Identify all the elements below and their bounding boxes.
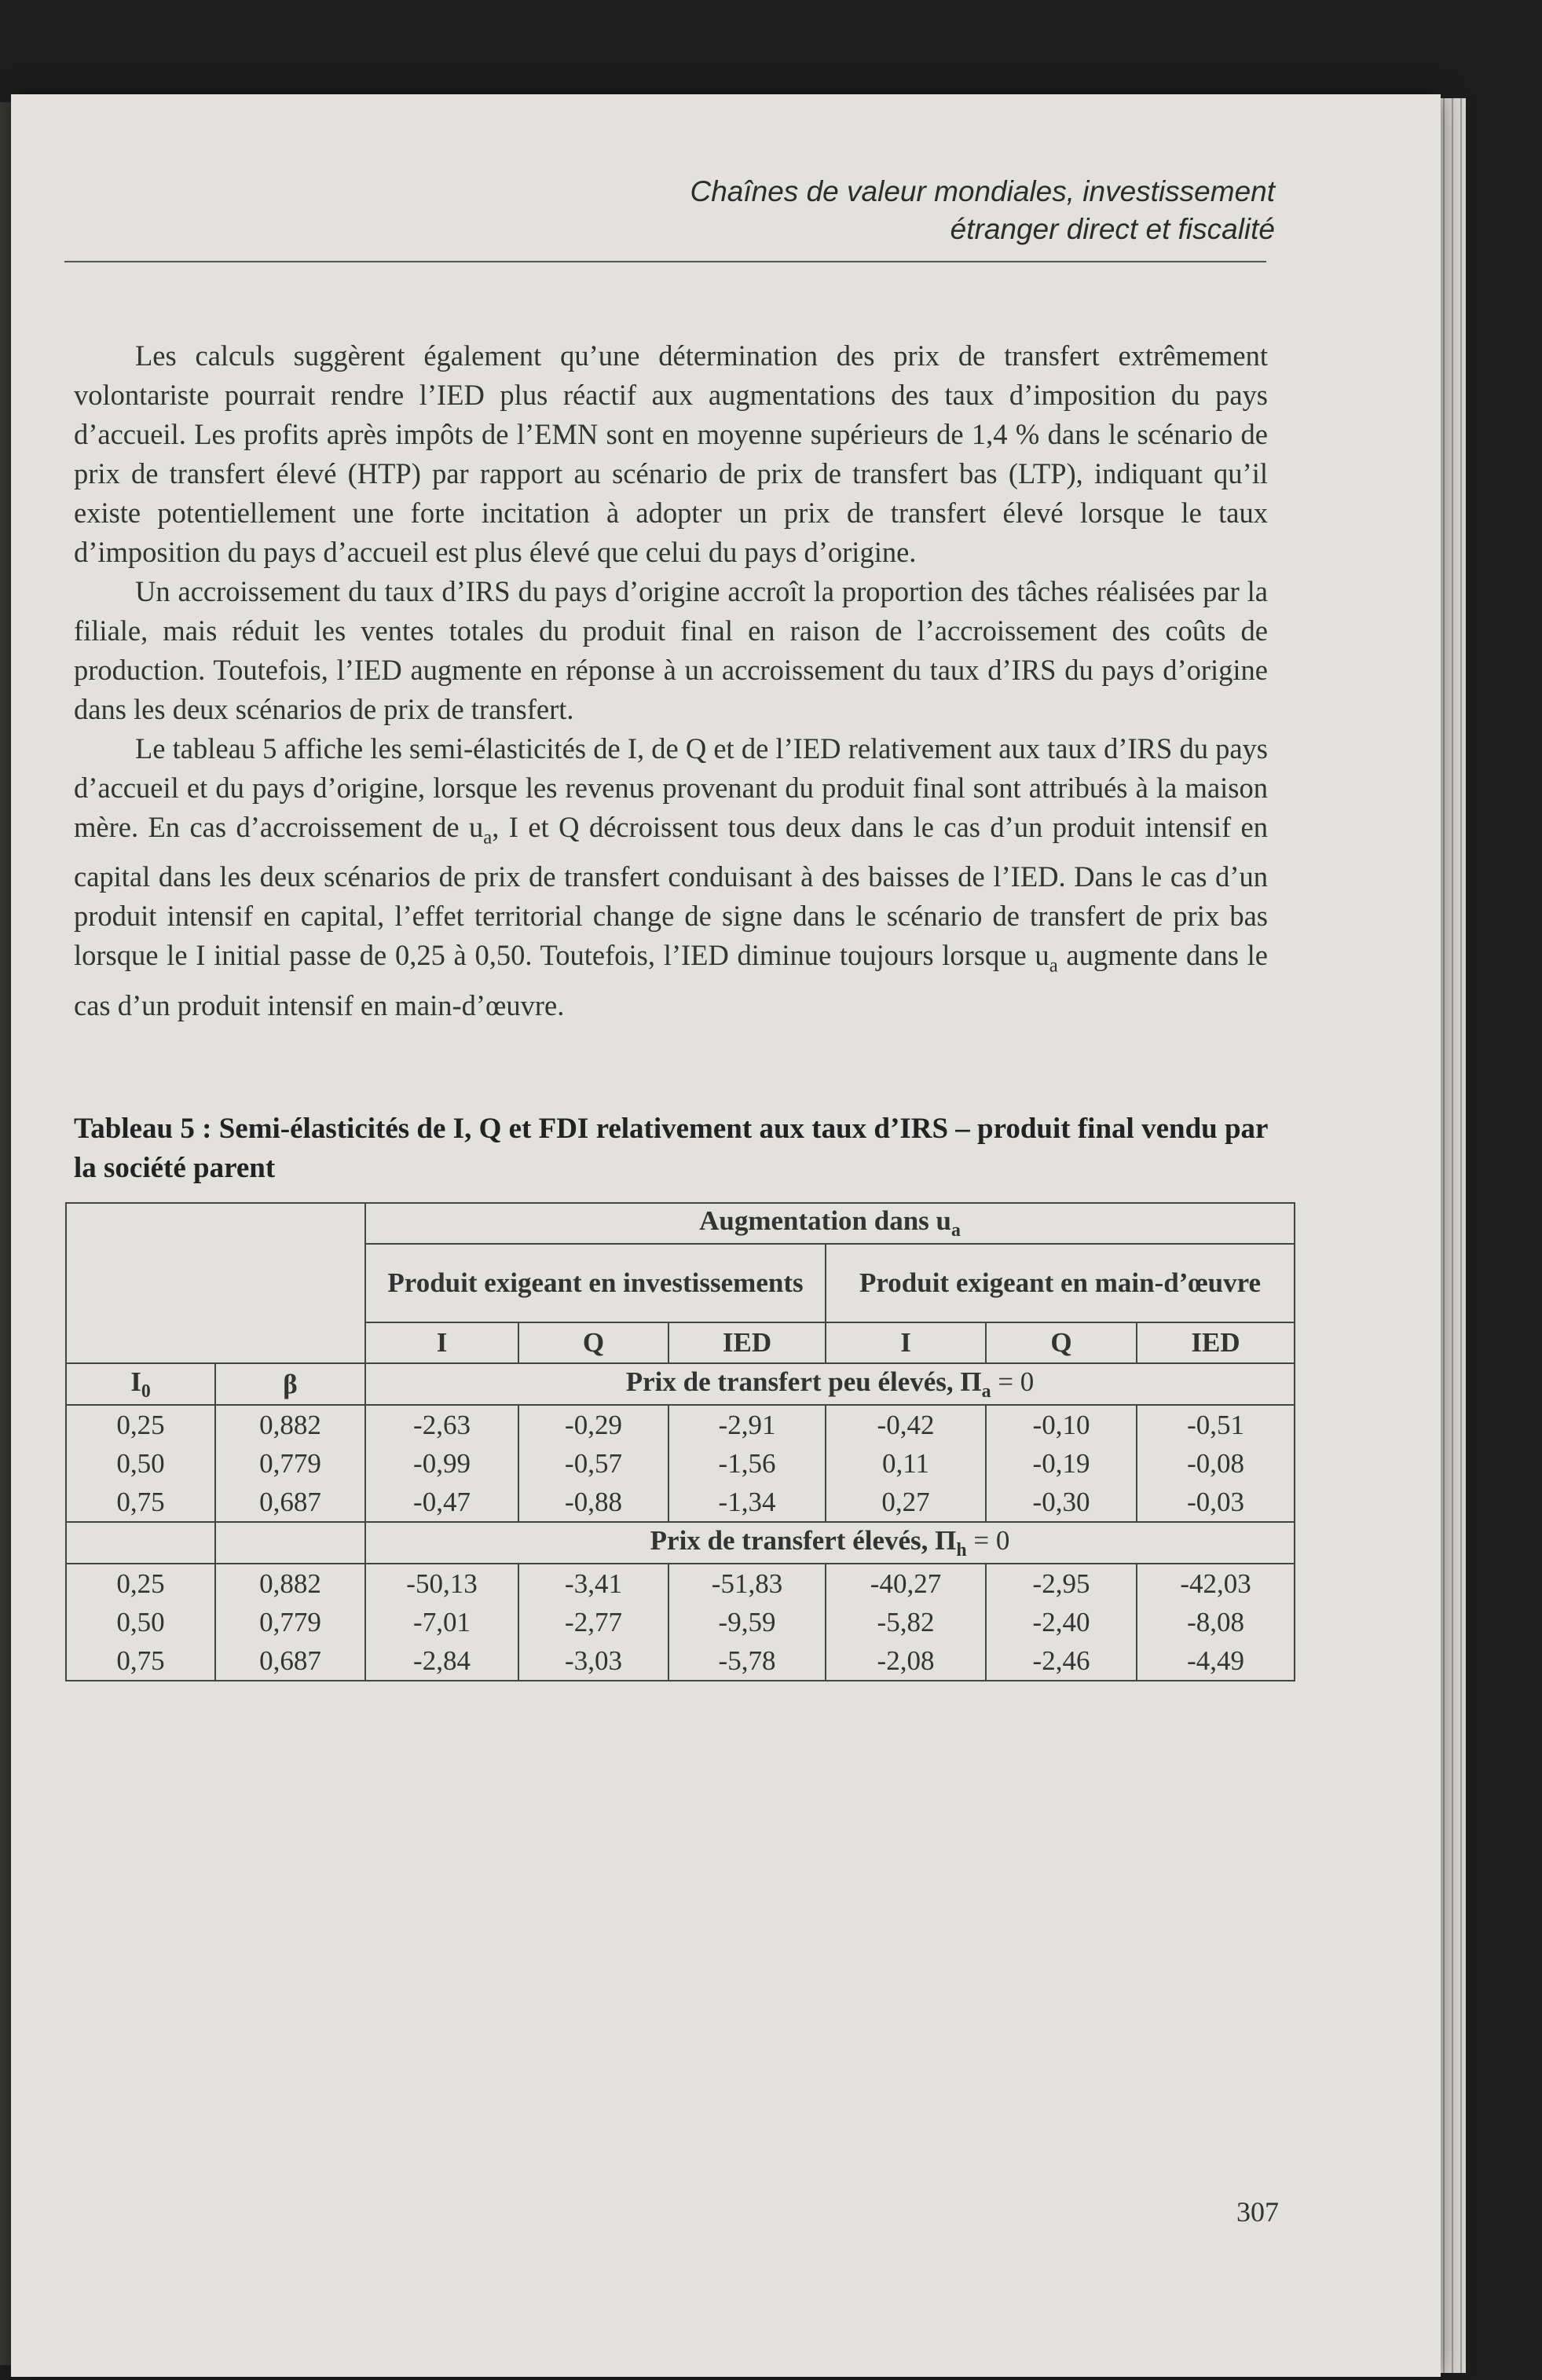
table-cell: -2,46 bbox=[986, 1641, 1137, 1681]
col-header-ied: IED bbox=[1137, 1322, 1295, 1363]
table-row bbox=[66, 1564, 1295, 1603]
table-cell: -2,40 bbox=[986, 1603, 1137, 1641]
table-cell: -0,10 bbox=[986, 1405, 1137, 1444]
paragraph-3-part-b: , I et Q décroissent tous deux dans le cas d’un produit intensif en capital dans les deux scénarios de prix de transfert conduisant à des baisses de l’IED. Dans le cas d’un produit intensif en capital, l’effet territorial change de signe dans le scénario de transfert de prix bas lorsque le I initial passe de 0,25 à 0,50. Toutefois, l’IED diminue toujours lorsque u bbox=[74, 811, 1268, 972]
page-number: 307 bbox=[1236, 2196, 1279, 2228]
table-cell: -8,08 bbox=[1137, 1603, 1295, 1641]
table-row bbox=[66, 1483, 1295, 1522]
header-rule bbox=[64, 261, 1266, 262]
running-head-line-1: Chaînes de valeur mondiales, investissement bbox=[690, 175, 1275, 207]
table-cell: -0,47 bbox=[365, 1483, 518, 1522]
paragraph-2: Un accroissement du taux d’IRS du pays d’origine accroît la proportion des tâches réalisées par la filiale, mais réduit les ventes totales du produit final en raison de l’accroissement des coûts de production. Toutefois, l’IED augmente en réponse à un accroissement du taux d’IRS du pays d’origine dans les deux scénarios de prix de transfert. bbox=[74, 575, 1268, 725]
table-cell: -42,03 bbox=[1137, 1564, 1295, 1603]
table-cell: -2,84 bbox=[365, 1641, 518, 1681]
table-cell: 0,687 bbox=[215, 1641, 365, 1681]
table-cell: -0,08 bbox=[1137, 1444, 1295, 1483]
table-cell: -0,30 bbox=[986, 1483, 1137, 1522]
table-cell: 0,75 bbox=[66, 1483, 215, 1522]
table-cell: -2,08 bbox=[826, 1641, 986, 1681]
table-cell: 0,779 bbox=[215, 1603, 365, 1641]
empty-cell bbox=[66, 1522, 215, 1564]
table-cell: -40,27 bbox=[826, 1564, 986, 1603]
table-cell: 0,27 bbox=[826, 1483, 986, 1522]
table-cell: -5,78 bbox=[668, 1641, 826, 1681]
body-text bbox=[74, 336, 1268, 1025]
table-cell: 0,50 bbox=[66, 1444, 215, 1483]
table-cell: 0,50 bbox=[66, 1603, 215, 1641]
col-header-i: I bbox=[365, 1322, 518, 1363]
table-cell: 0,11 bbox=[826, 1444, 986, 1483]
group-header-labour: Produit exigeant en main-d’œuvre bbox=[826, 1244, 1295, 1322]
table-cell: -3,41 bbox=[518, 1564, 668, 1603]
paragraph-3-part-c: augmente dans le cas d’un produit intensif en main-d’œuvre. bbox=[74, 939, 1268, 1021]
table-cell: -51,83 bbox=[668, 1564, 826, 1603]
empty-cell bbox=[215, 1522, 365, 1564]
table-cell: -0,03 bbox=[1137, 1483, 1295, 1522]
table-row bbox=[66, 1405, 1295, 1444]
table-cell: -4,49 bbox=[1137, 1641, 1295, 1681]
table-row bbox=[66, 1603, 1295, 1641]
subscript-a: a bbox=[1049, 955, 1058, 977]
table-cell: -2,95 bbox=[986, 1564, 1137, 1603]
section-header-high-transfer: Prix de transfert élevés, $\Pi_h = 0$ bbox=[365, 1522, 1295, 1564]
table-cell: 0,779 bbox=[215, 1444, 365, 1483]
table-cell: -0,42 bbox=[826, 1405, 986, 1444]
table-cell: -1,34 bbox=[668, 1483, 826, 1522]
table-row bbox=[66, 1641, 1295, 1681]
running-head-line-2: étranger direct et fiscalité bbox=[950, 213, 1275, 245]
table-cell: -2,63 bbox=[365, 1405, 518, 1444]
col-header-q: Q bbox=[518, 1322, 668, 1363]
previous-page-edge bbox=[0, 102, 11, 2365]
paragraph-1: Les calculs suggèrent également qu’une détermination des prix de transfert extrêmement volontariste pourrait rendre l’IED plus réactif aux augmentations des taux d’imposition du pays d’accueil. Les profits après impôts de l’EMN sont en moyenne supérieurs de 1,4 % dans le scénario de prix de transfert élevé (HTP) par rapport au scénario de prix de transfert bas (LTP), indiquant qu’il existe potentiellement une forte incitation à adopter un prix de transfert élevé lorsque le taux d’imposition du pays d’accueil est plus élevé que celui du pays d’origine. bbox=[74, 339, 1268, 568]
table-cell: -0,29 bbox=[518, 1405, 668, 1444]
table-cell: -7,01 bbox=[365, 1603, 518, 1641]
table-cell: -3,03 bbox=[518, 1641, 668, 1681]
table-cell: -0,99 bbox=[365, 1444, 518, 1483]
paragraph-3-part-a: Le tableau 5 affiche les semi-élasticités de I, de Q et de l’IED relativement aux taux d’IRS du pays d’accueil et du pays d’origine, lorsque les revenus provenant du produit final sont attribués à la maison mère. En cas d’accroissement de u bbox=[74, 732, 1268, 843]
table-cell: 0,882 bbox=[215, 1405, 365, 1444]
semi-elasticity-table bbox=[65, 1202, 1295, 1681]
running-head bbox=[690, 173, 1276, 248]
col-header-ied: IED bbox=[668, 1322, 826, 1363]
table-row bbox=[66, 1444, 1295, 1483]
empty-corner-cell bbox=[66, 1203, 365, 1363]
table-cell: -1,56 bbox=[668, 1444, 826, 1483]
table-cell: 0,25 bbox=[66, 1405, 215, 1444]
table-caption: Tableau 5 : Semi-élasticités de I, Q et FDI relativement aux taux d’IRS – produit final vendu par la société parent bbox=[74, 1113, 1268, 1184]
col-header-q: Q bbox=[986, 1322, 1137, 1363]
table-cell: -0,57 bbox=[518, 1444, 668, 1483]
increase-header: Augmentation dans $u_a$ bbox=[365, 1203, 1295, 1244]
table-cell: -50,13 bbox=[365, 1564, 518, 1603]
col-header-i0: $I_0$ bbox=[66, 1363, 215, 1405]
table-cell: -0,51 bbox=[1137, 1405, 1295, 1444]
table-cell: -5,82 bbox=[826, 1603, 986, 1641]
table-cell: -9,59 bbox=[668, 1603, 826, 1641]
paragraph-3 bbox=[74, 729, 1268, 1025]
table-cell: -2,91 bbox=[668, 1405, 826, 1444]
group-header-investment: Produit exigeant en investissements bbox=[365, 1244, 826, 1322]
table-cell: -0,19 bbox=[986, 1444, 1137, 1483]
col-header-beta: β bbox=[215, 1363, 365, 1405]
table-cell: 0,75 bbox=[66, 1641, 215, 1681]
subscript-a: a bbox=[483, 827, 493, 849]
table-cell: 0,882 bbox=[215, 1564, 365, 1603]
table-cell: -2,77 bbox=[518, 1603, 668, 1641]
col-header-i: I bbox=[826, 1322, 986, 1363]
table-cell: 0,25 bbox=[66, 1564, 215, 1603]
section-header-low-transfer: Prix de transfert peu élevés, $\Pi_a = 0$ bbox=[365, 1363, 1295, 1405]
table-cell: -0,88 bbox=[518, 1483, 668, 1522]
table-cell: 0,687 bbox=[215, 1483, 365, 1522]
